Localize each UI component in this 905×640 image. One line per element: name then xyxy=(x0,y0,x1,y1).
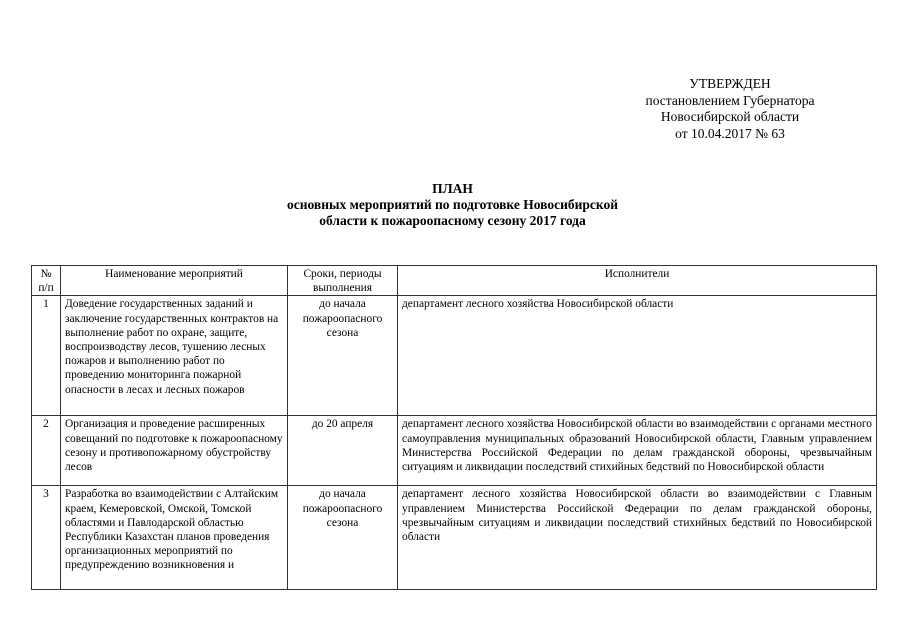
row-term: до начала пожароопасного сезона xyxy=(288,296,398,416)
title-line-3: области к пожароопасному сезону 2017 года xyxy=(319,213,586,228)
title-plan: ПЛАН xyxy=(432,181,473,196)
row-name: Доведение государственных заданий и заключение государственных контрактов на выполнение работ по охране, защите, воспроизводству лесов, тушению лесных пожаров и выполнению работ по проведению мониторинга пожарной опасности в лесах и лесных пожаров xyxy=(61,296,288,416)
header-name: Наименование мероприятий xyxy=(61,266,288,296)
document-title xyxy=(0,181,905,229)
header-term: Сроки, периоды выполнения xyxy=(288,266,398,296)
plan-table xyxy=(31,265,877,590)
approval-line-approved: УТВЕРЖДЕН xyxy=(689,76,771,91)
row-num: 1 xyxy=(32,296,61,416)
row-term: до 20 апреля xyxy=(288,416,398,486)
row-num: 3 xyxy=(32,486,61,590)
title-line-2: основных мероприятий по подготовке Новосибирской xyxy=(286,197,619,212)
row-num: 2 xyxy=(32,416,61,486)
header-num: № п/п xyxy=(32,266,61,296)
row-executors: департамент лесного хозяйства Новосибирской области xyxy=(398,296,877,416)
row-executors: департамент лесного хозяйства Новосибирской области во взаимодействии с органами местного самоуправления муниципальных образований Новосибирской области, Главным управлением Министерства Российской Федерации по делам гражданской обороны, чрезвычайным ситуациям и ликвидации последствий стихийных бедствий по Новосибирской области xyxy=(398,416,877,486)
table-row xyxy=(32,416,877,486)
table-header-row xyxy=(32,266,877,296)
table-row xyxy=(32,486,877,590)
table-row xyxy=(32,296,877,416)
row-name: Разработка во взаимодействии с Алтайским краем, Кемеровской, Омской, Томской областями и Павлодарской областью Республики Казахстан планов проведения организационных мероприятий по предупреждению возникновения и xyxy=(61,486,288,590)
row-term: до начала пожароопасного сезона xyxy=(288,486,398,590)
approval-stamp xyxy=(560,76,900,142)
approval-line-region: Новосибирской области xyxy=(660,109,800,124)
approval-line-date: от 10.04.2017 № 63 xyxy=(675,125,785,141)
row-name: Организация и проведение расширенных совещаний по подготовке к пожароопасному сезону и противопожарному обустройству лесов xyxy=(61,416,288,486)
header-executors: Исполнители xyxy=(398,266,877,296)
approval-line-decree: постановлением Губернатора xyxy=(645,92,815,108)
row-executors: департамент лесного хозяйства Новосибирской области во взаимодействии с Главным управлением Министерства Российской Федерации по делам гражданской обороны, чрезвычайным ситуациям и ликвидации последствий стихийных бедствий по Новосибирской области xyxy=(398,486,877,590)
